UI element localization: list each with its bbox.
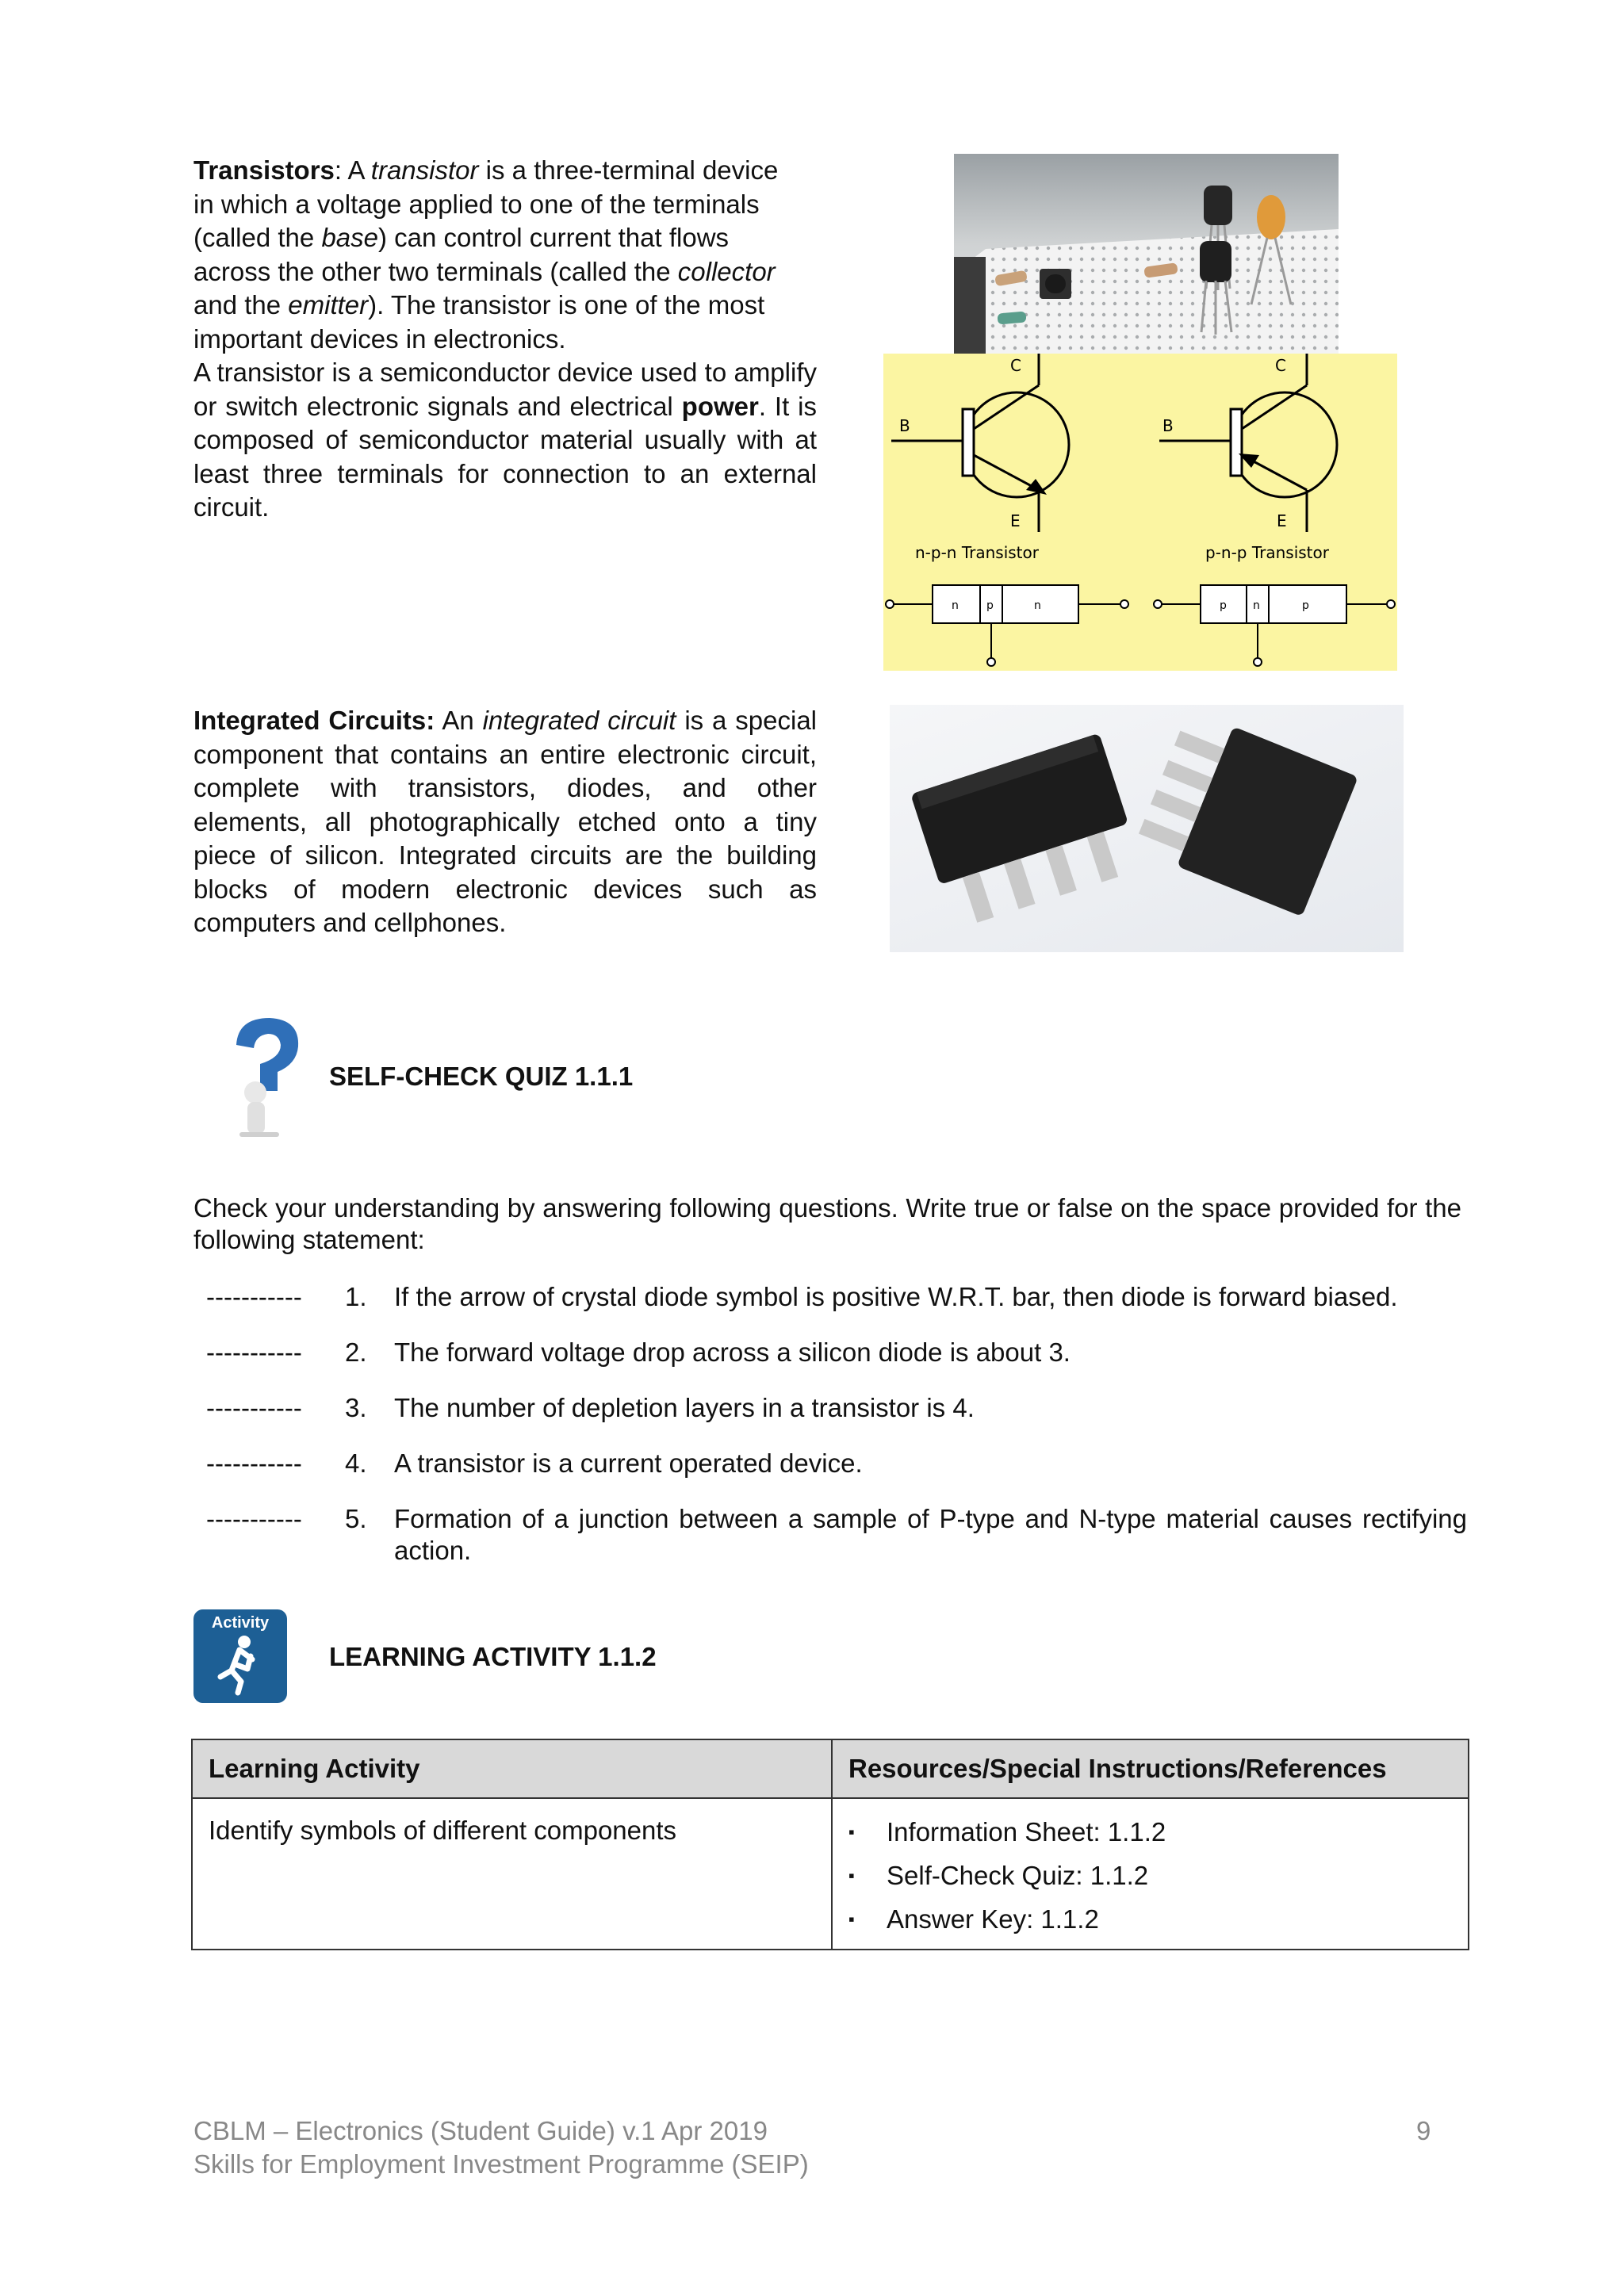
footer-line-2: Skills for Employment Investment Programme (SEIP) — [193, 2149, 809, 2179]
ic-chips-photo — [890, 705, 1404, 952]
ic-term: Integrated Circuits: — [193, 706, 435, 735]
transistors-line-2: in which a voltage applied to one of the terminals — [193, 189, 760, 219]
transistors-line-1: Transistors: A transistor is a three-terminal device — [193, 155, 779, 185]
npn-base-label: B — [899, 416, 910, 435]
footer — [193, 2114, 1438, 2181]
quiz-intro: Check your understanding by answering following questions. Write true or false on the space provided for the following statement: — [193, 1193, 1461, 1254]
pnp-emitter-label: E — [1277, 511, 1287, 530]
pnp-collector-label: C — [1275, 356, 1286, 375]
table-header-activity: Learning Activity — [192, 1739, 832, 1798]
npn-layer-1: n — [952, 599, 959, 612]
pnp-label: p-n-p Transistor — [1205, 543, 1329, 562]
resource-item: ▪ Answer Key: 1.1.2 — [848, 1897, 1452, 1941]
npn-layer-2: p — [986, 599, 994, 612]
answer-blank[interactable]: ----------- — [206, 1448, 302, 1478]
pnp-layer-1: p — [1220, 599, 1227, 612]
transistors-line-4: across the other two terminals (called the collector — [193, 256, 776, 286]
answer-blank[interactable]: ----------- — [206, 1393, 302, 1422]
running-person-icon — [193, 1632, 287, 1696]
transistor-symbols-svg — [883, 354, 1397, 671]
table-header-resources: Resources/Special Instructions/References — [832, 1739, 1469, 1798]
activity-badge-label: Activity — [211, 1614, 270, 1632]
breadboard-illustration — [954, 154, 1339, 354]
resource-item: ▪ Self-Check Quiz: 1.1.2 — [848, 1854, 1452, 1897]
activity-cell: Identify symbols of different components — [192, 1798, 832, 1950]
answer-blank[interactable]: ----------- — [206, 1337, 302, 1367]
ic-paragraph: Integrated Circuits: An integrated circuit is a special component that contains an entire electronic circuit, complete with transistors, diodes, and other elements, all photographically etched onto a tiny piece of silicon. Integrated circuits are the building blocks of modern electronic devices such as computers and cellphones. — [193, 706, 817, 937]
quiz-title: SELF-CHECK QUIZ 1.1.1 — [329, 1062, 634, 1091]
resources-cell — [832, 1798, 1469, 1950]
bullet-icon: ▪ — [848, 1909, 855, 1929]
quiz-item-2: ----------- 2. The forward voltage drop across a silicon diode is about 3. — [206, 1337, 1071, 1367]
activity-badge — [193, 1609, 287, 1703]
answer-blank[interactable]: ----------- — [206, 1282, 302, 1311]
footer-line-1: CBLM – Electronics (Student Guide) v.1 Apr 2019 — [193, 2116, 768, 2145]
transistors-line-5: and the emitter). The transistor is one of the most — [193, 290, 765, 320]
transistor-symbol-diagram — [883, 354, 1397, 671]
learning-activity-table — [191, 1739, 1469, 1950]
table-row — [192, 1798, 1469, 1950]
activity-title: LEARNING ACTIVITY 1.1.2 — [329, 1642, 657, 1671]
question-mark-icon — [214, 1013, 325, 1140]
npn-collector-label: C — [1010, 356, 1021, 375]
transistors-line-3: (called the base) can control current that flows — [193, 223, 730, 252]
transistor-breadboard-photo — [954, 154, 1339, 354]
pnp-layer-2: n — [1253, 599, 1260, 612]
answer-blank[interactable]: ----------- — [206, 1504, 302, 1533]
bullet-icon: ▪ — [848, 1822, 855, 1842]
quiz-item-1: ----------- 1. If the arrow of crystal diode symbol is positive W.R.T. bar, then diode is forward biased. — [206, 1282, 1398, 1311]
resource-item: ▪ Information Sheet: 1.1.2 — [848, 1810, 1452, 1854]
pnp-base-label: B — [1162, 416, 1174, 435]
npn-layer-3: n — [1034, 599, 1041, 612]
transistors-line-6: important devices in electronics. — [193, 323, 566, 354]
npn-emitter-label: E — [1010, 511, 1021, 530]
transistors-paragraph — [193, 154, 817, 525]
quiz-item-4: ----------- 4. A transistor is a current operated device. — [206, 1448, 863, 1478]
page-number: 9 — [1416, 2116, 1431, 2145]
pnp-symbol — [1154, 354, 1395, 666]
pnp-layer-3: p — [1302, 599, 1309, 612]
npn-symbol — [886, 354, 1128, 666]
table-header-row — [192, 1739, 1469, 1798]
bullet-icon: ▪ — [848, 1866, 855, 1885]
quiz-item-3: ----------- 3. The number of depletion layers in a transistor is 4. — [206, 1393, 975, 1422]
transistors-paragraph-2: A transistor is a semiconductor device used to amplify or switch electronic signals and electrical power. It is composed of semiconductor material usually with at least three terminals for connection to an external circuit. — [193, 358, 817, 522]
transistors-term: Transistors — [193, 155, 335, 185]
quiz-item-5: ----------- 5. Formation of a junction between a sample of P-type and N-type material causes rectifying action. — [206, 1504, 1467, 1565]
ic-chips-illustration — [890, 705, 1404, 952]
npn-label: n-p-n Transistor — [915, 543, 1039, 562]
